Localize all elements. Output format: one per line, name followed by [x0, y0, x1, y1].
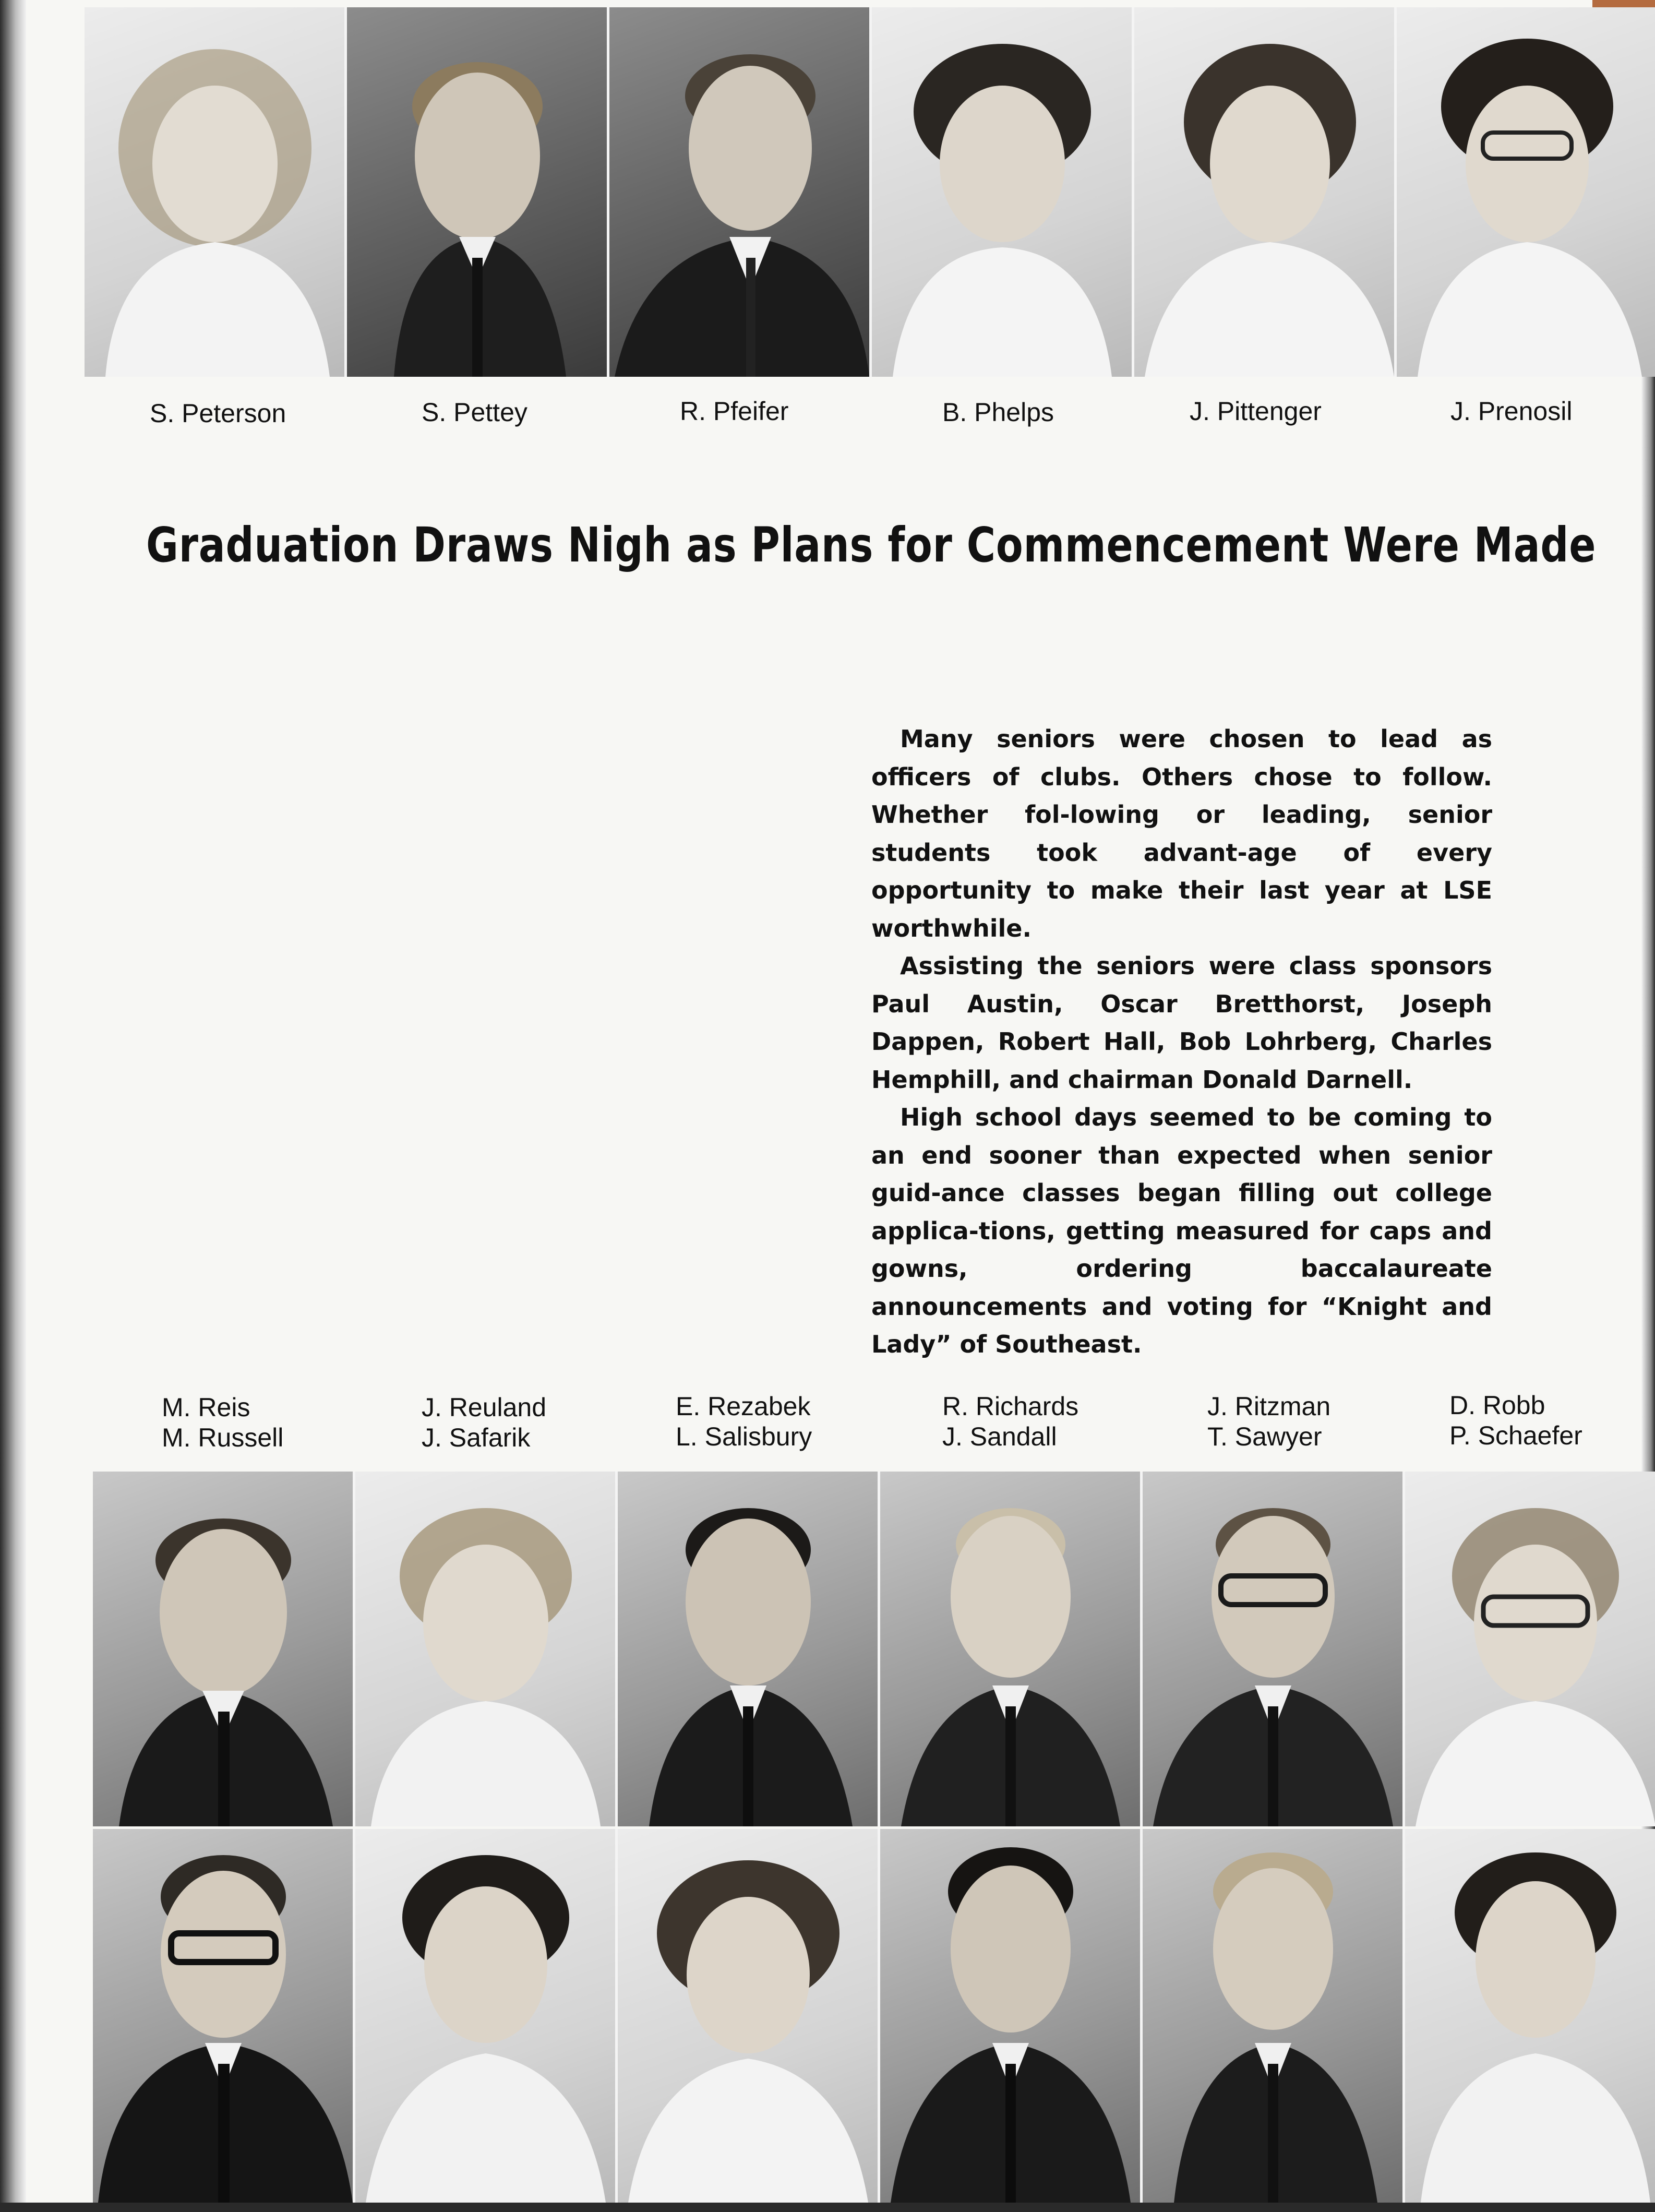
portrait-photo: [618, 1829, 880, 2203]
student-name: D. Robb: [1449, 1391, 1545, 1420]
student-name: M. Reis: [162, 1393, 250, 1422]
caption-pair: [1449, 1390, 1582, 1451]
caption-pair: [422, 1392, 546, 1453]
article-paragraph: Assisting the seniors were class sponsors Paul Austin, Oscar Bretthorst, Joseph Dappen, Robert Hall, Bob Lohrberg, Charles Hemphill, and chairman Donald Darnell.: [871, 952, 1492, 1094]
bottom-portrait-row-2: [93, 1829, 1655, 2203]
student-name: J. Safarik: [422, 1423, 531, 1452]
portrait-photo: [355, 1472, 618, 1826]
caption-pair: [1207, 1391, 1330, 1452]
portrait-photo: [1397, 7, 1655, 377]
portrait-photo: [1405, 1472, 1655, 1826]
page-binding-edge: [0, 0, 26, 2212]
page-headline: Graduation Draws Nigh as Plans for Commencement Were Made: [146, 517, 1597, 573]
student-name: S. Peterson: [150, 399, 286, 428]
student-name: L. Salisbury: [676, 1422, 812, 1451]
student-name: T. Sawyer: [1207, 1422, 1322, 1451]
portrait-photo: [880, 1472, 1143, 1826]
portrait-photo: [1405, 1829, 1655, 2203]
article-paragraph: High school days seemed to be coming to an end sooner than expected when senior guid-ance classes began filling out college applica-tions, getting measured for caps and gowns, ordering baccalaureate announcements and voting for “Knight and Lady” of Southeast.: [871, 1103, 1492, 1358]
student-name: J. Prenosil: [1450, 397, 1573, 426]
student-name: J. Reuland: [422, 1393, 547, 1422]
portrait-photo: [355, 1829, 618, 2203]
student-name: P. Schaefer: [1449, 1421, 1582, 1450]
student-name: J. Ritzman: [1207, 1392, 1331, 1421]
caption-pair: [676, 1391, 812, 1452]
caption-pair: [942, 1391, 1078, 1452]
portrait-photo: [347, 7, 609, 377]
student-name: S. Pettey: [422, 398, 527, 427]
portrait-photo: [880, 1829, 1143, 2203]
portrait-photo: [85, 7, 347, 377]
portrait-photo: [1143, 1472, 1405, 1826]
student-name: J. Pittenger: [1190, 397, 1322, 426]
portrait-photo: [1143, 1829, 1405, 2203]
portrait-photo: [609, 7, 872, 377]
student-name: R. Pfeifer: [680, 397, 789, 426]
portrait-photo: [618, 1472, 880, 1826]
student-name: E. Rezabek: [676, 1392, 811, 1421]
article-paragraph: Many seniors were chosen to lead as officers of clubs. Others chose to follow. Whether fol-lowing or leading, senior students took advant-age of every opportunity to make their last year at LSE worthwhile.: [871, 725, 1492, 942]
bottom-portrait-row-1: [93, 1472, 1655, 1826]
portrait-photo: [872, 7, 1134, 377]
top-portrait-row: [85, 7, 1655, 377]
portrait-photo: [93, 1829, 355, 2203]
student-name: B. Phelps: [942, 398, 1054, 427]
article-body: [871, 720, 1492, 1364]
portrait-photo: [1134, 7, 1397, 377]
caption-pair: [162, 1392, 283, 1453]
student-name: M. Russell: [162, 1423, 284, 1452]
page-bottom-edge: [0, 2203, 1655, 2212]
portrait-photo: [93, 1472, 355, 1826]
student-name: R. Richards: [942, 1392, 1079, 1421]
student-name: J. Sandall: [942, 1422, 1057, 1451]
